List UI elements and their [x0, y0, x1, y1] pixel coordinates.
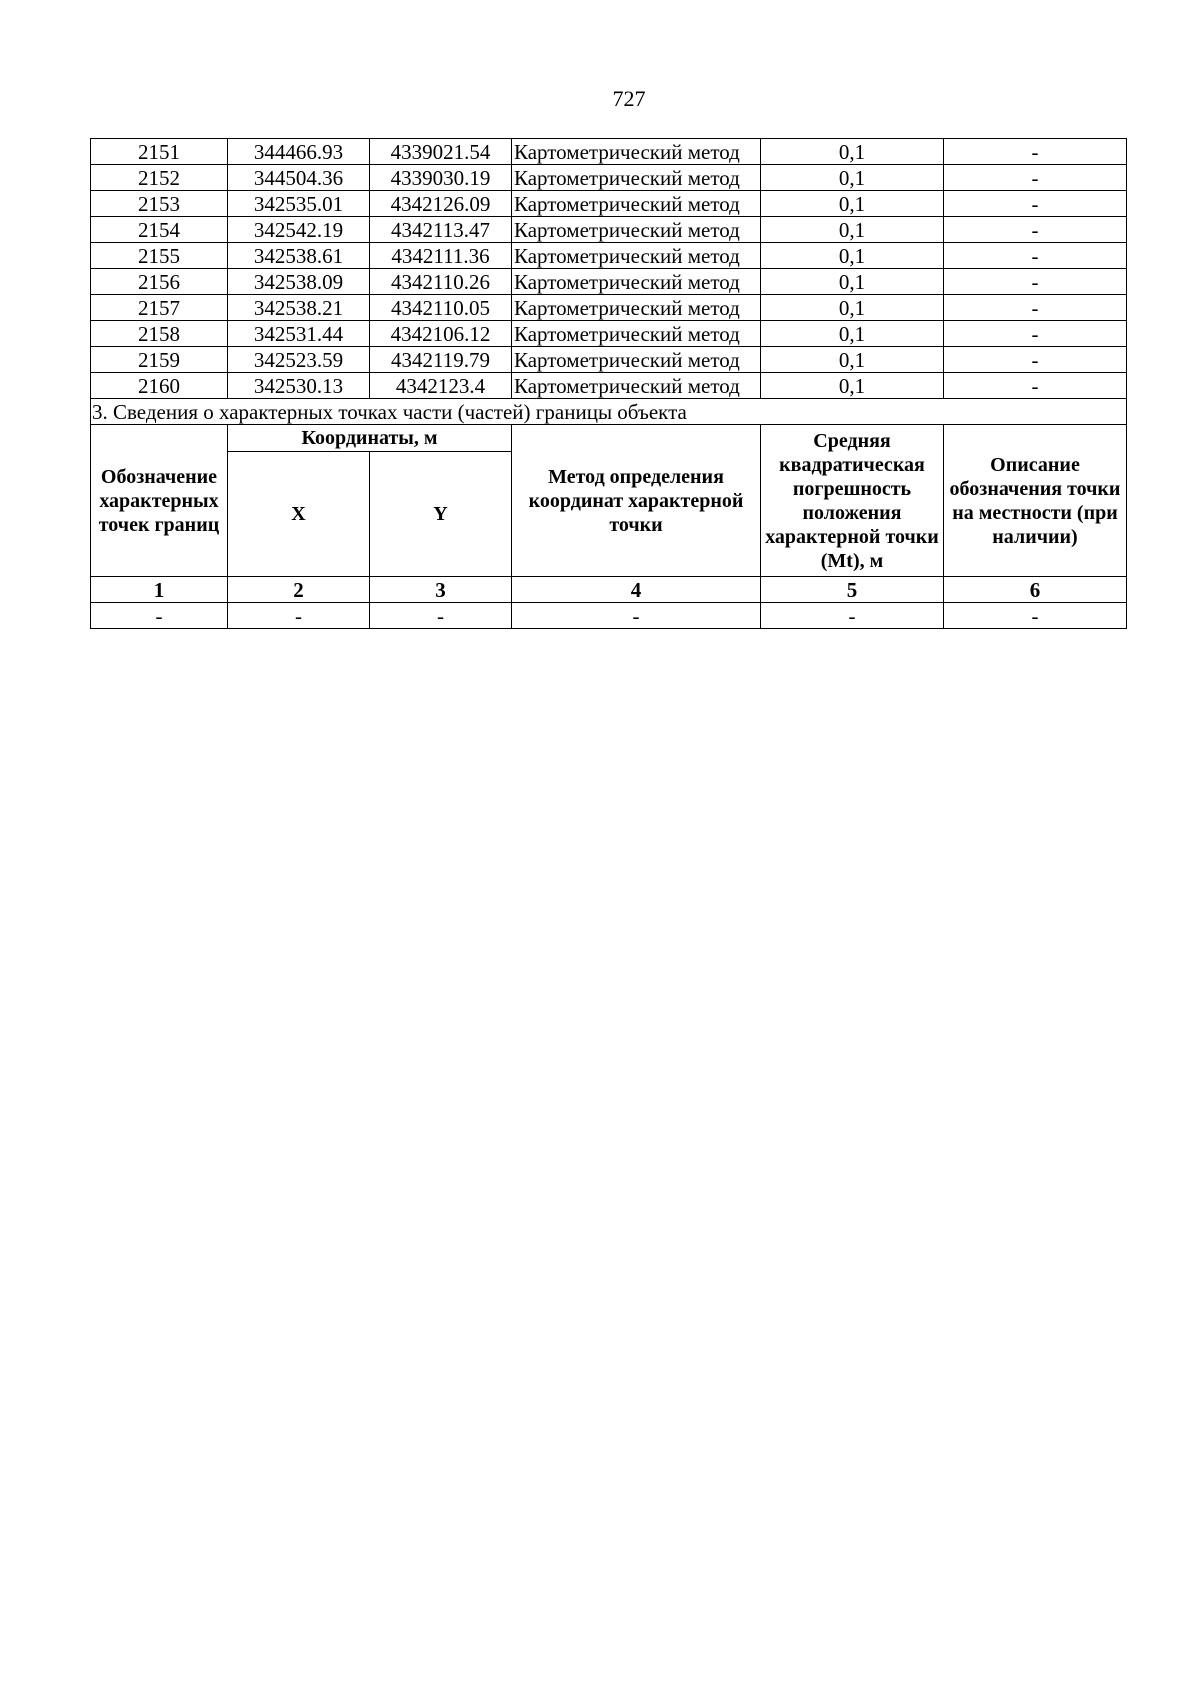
error-cell: 0,1 [761, 165, 944, 191]
y-coordinate-cell: 4342119.79 [370, 347, 512, 373]
y-coordinate-cell: 4342113.47 [370, 217, 512, 243]
point-id-cell: 2156 [91, 269, 228, 295]
table-row [91, 165, 1127, 191]
empty-cell: - [228, 603, 370, 629]
point-id-cell: 2160 [91, 373, 228, 399]
header-description: Описание обозначения точки на местности (при наличии) [944, 425, 1127, 577]
error-cell: 0,1 [761, 373, 944, 399]
header-method: Метод определения координат характерной точки [512, 425, 761, 577]
empty-row [91, 603, 1127, 629]
table-row [91, 373, 1127, 399]
table-row [91, 217, 1127, 243]
method-cell: Картометрический метод [512, 373, 761, 399]
description-cell: - [944, 165, 1127, 191]
y-coordinate-cell: 4342123.4 [370, 373, 512, 399]
header-y: Y [370, 452, 512, 577]
empty-cell: - [91, 603, 228, 629]
table-row [91, 139, 1127, 165]
method-cell: Картометрический метод [512, 321, 761, 347]
column-numbers-row [91, 577, 1127, 603]
table-row [91, 347, 1127, 373]
method-cell: Картометрический метод [512, 191, 761, 217]
column-number: 4 [512, 577, 761, 603]
error-cell: 0,1 [761, 321, 944, 347]
column-number: 5 [761, 577, 944, 603]
table-body [91, 139, 1127, 399]
method-cell: Картометрический метод [512, 295, 761, 321]
column-number: 3 [370, 577, 512, 603]
x-coordinate-cell: 342530.13 [228, 373, 370, 399]
empty-cell: - [944, 603, 1127, 629]
error-cell: 0,1 [761, 243, 944, 269]
method-cell: Картометрический метод [512, 217, 761, 243]
error-cell: 0,1 [761, 269, 944, 295]
table-row [91, 269, 1127, 295]
error-cell: 0,1 [761, 191, 944, 217]
y-coordinate-cell: 4342106.12 [370, 321, 512, 347]
description-cell: - [944, 373, 1127, 399]
point-id-cell: 2153 [91, 191, 228, 217]
point-id-cell: 2159 [91, 347, 228, 373]
y-coordinate-cell: 4342110.05 [370, 295, 512, 321]
description-cell: - [944, 269, 1127, 295]
y-coordinate-cell: 4339021.54 [370, 139, 512, 165]
description-cell: - [944, 243, 1127, 269]
section-3-title: 3. Сведения о характерных точках части (частей) границы объекта [91, 399, 1127, 425]
method-cell: Картометрический метод [512, 347, 761, 373]
error-cell: 0,1 [761, 347, 944, 373]
x-coordinate-cell: 342538.21 [228, 295, 370, 321]
error-cell: 0,1 [761, 139, 944, 165]
page-number: 727 [612, 86, 646, 111]
method-cell: Картометрический метод [512, 243, 761, 269]
description-cell: - [944, 139, 1127, 165]
header-designation: Обозначение характерных точек границ [91, 425, 228, 577]
empty-cell: - [512, 603, 761, 629]
table-row [91, 321, 1127, 347]
point-id-cell: 2158 [91, 321, 228, 347]
table-row [91, 295, 1127, 321]
column-number: 6 [944, 577, 1127, 603]
boundary-points-table [90, 138, 1127, 629]
x-coordinate-cell: 342538.61 [228, 243, 370, 269]
point-id-cell: 2154 [91, 217, 228, 243]
error-cell: 0,1 [761, 217, 944, 243]
table-row [91, 191, 1127, 217]
x-coordinate-cell: 342542.19 [228, 217, 370, 243]
method-cell: Картометрический метод [512, 269, 761, 295]
description-cell: - [944, 321, 1127, 347]
method-cell: Картометрический метод [512, 139, 761, 165]
empty-cell: - [761, 603, 944, 629]
empty-cell: - [370, 603, 512, 629]
x-coordinate-cell: 342523.59 [228, 347, 370, 373]
description-cell: - [944, 217, 1127, 243]
header-error: Средняя квадратическая погрешность положения характерной точки (Mt), м [761, 425, 944, 577]
y-coordinate-cell: 4342126.09 [370, 191, 512, 217]
x-coordinate-cell: 344504.36 [228, 165, 370, 191]
error-cell: 0,1 [761, 295, 944, 321]
x-coordinate-cell: 342535.01 [228, 191, 370, 217]
point-id-cell: 2155 [91, 243, 228, 269]
column-number: 1 [91, 577, 228, 603]
point-id-cell: 2151 [91, 139, 228, 165]
table-row [91, 243, 1127, 269]
method-cell: Картометрический метод [512, 165, 761, 191]
y-coordinate-cell: 4342111.36 [370, 243, 512, 269]
point-id-cell: 2157 [91, 295, 228, 321]
y-coordinate-cell: 4339030.19 [370, 165, 512, 191]
x-coordinate-cell: 344466.93 [228, 139, 370, 165]
point-id-cell: 2152 [91, 165, 228, 191]
description-cell: - [944, 347, 1127, 373]
description-cell: - [944, 191, 1127, 217]
header-x: X [228, 452, 370, 577]
column-number: 2 [228, 577, 370, 603]
x-coordinate-cell: 342538.09 [228, 269, 370, 295]
description-cell: - [944, 295, 1127, 321]
x-coordinate-cell: 342531.44 [228, 321, 370, 347]
y-coordinate-cell: 4342110.26 [370, 269, 512, 295]
header-coordinates: Координаты, м [228, 425, 512, 452]
